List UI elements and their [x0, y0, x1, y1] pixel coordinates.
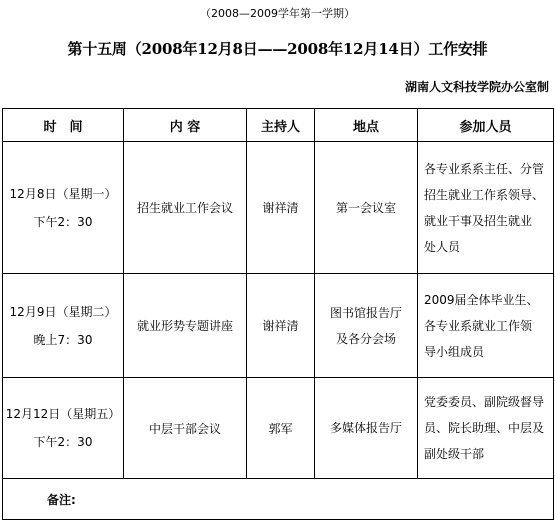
location-line: 多媒体报告厅	[329, 421, 402, 435]
attendees-cell	[418, 274, 554, 378]
issuing-office: 湖南人文科技学院办公室制	[404, 80, 549, 94]
host-cell: 郭军	[247, 378, 315, 479]
location-line: 及各分会场	[335, 331, 396, 346]
column-header-host: 主持人	[247, 109, 315, 142]
clock-text: 下午2：30	[33, 214, 93, 229]
table-header-row	[3, 109, 554, 142]
attendees-line: 就业干事及招生就业	[424, 213, 533, 228]
attendees-line: 副处级干部	[424, 447, 485, 461]
attendees-cell	[418, 378, 554, 479]
host-cell: 谢祥清	[247, 142, 315, 274]
attendees-line: 各专业系系主任、分管	[424, 161, 545, 176]
location-cell	[315, 142, 418, 274]
location-line: 第一会议室	[335, 200, 396, 215]
attendees-line: 处人员	[424, 239, 461, 254]
table-row	[3, 274, 554, 378]
clock-text: 下午2：30	[33, 435, 93, 449]
attendees-line: 招生就业工作系领导、	[424, 187, 545, 202]
remark-row	[3, 479, 554, 520]
content-cell: 中层干部会议	[124, 378, 247, 479]
location-line: 图书馆报告厅	[329, 305, 402, 320]
attendees-line: 导小组成员	[424, 344, 485, 359]
content-cell: 招生就业工作会议	[124, 142, 247, 274]
attendees-line: 2009届全体毕业生、	[424, 292, 539, 307]
attendees-cell	[418, 142, 554, 274]
page-title: 第十五周（2008年12月8日——2008年12月14日）工作安排	[67, 40, 488, 58]
host-cell: 谢祥清	[247, 274, 315, 378]
date-text: 12月12日（星期五）	[5, 407, 121, 421]
table-row	[3, 142, 554, 274]
content-cell: 就业形势专题讲座	[124, 274, 247, 378]
clock-text: 晚上7：30	[33, 332, 93, 347]
attendees-line: 员、院长助理、中层及	[424, 421, 545, 435]
column-header-content: 内 容	[124, 109, 247, 142]
term-subtitle: （2008—2009学年第一学期）	[200, 7, 355, 20]
time-cell	[3, 274, 124, 378]
location-cell	[315, 274, 418, 378]
table-row	[3, 378, 554, 479]
attendees-line: 各专业系就业工作领	[424, 318, 533, 333]
column-header-attendees: 参加人员	[418, 109, 554, 142]
date-text: 12月8日（星期一）	[9, 186, 117, 201]
column-header-time: 时 间	[3, 109, 124, 142]
time-cell	[3, 378, 124, 479]
location-cell	[315, 378, 418, 479]
date-text: 12月9日（星期二）	[9, 304, 117, 319]
time-cell	[3, 142, 124, 274]
column-header-location: 地点	[315, 109, 418, 142]
remark-label: 备注:	[3, 479, 554, 520]
schedule-table	[2, 108, 554, 520]
attendees-line: 党委委员、副院级督导	[424, 395, 545, 409]
